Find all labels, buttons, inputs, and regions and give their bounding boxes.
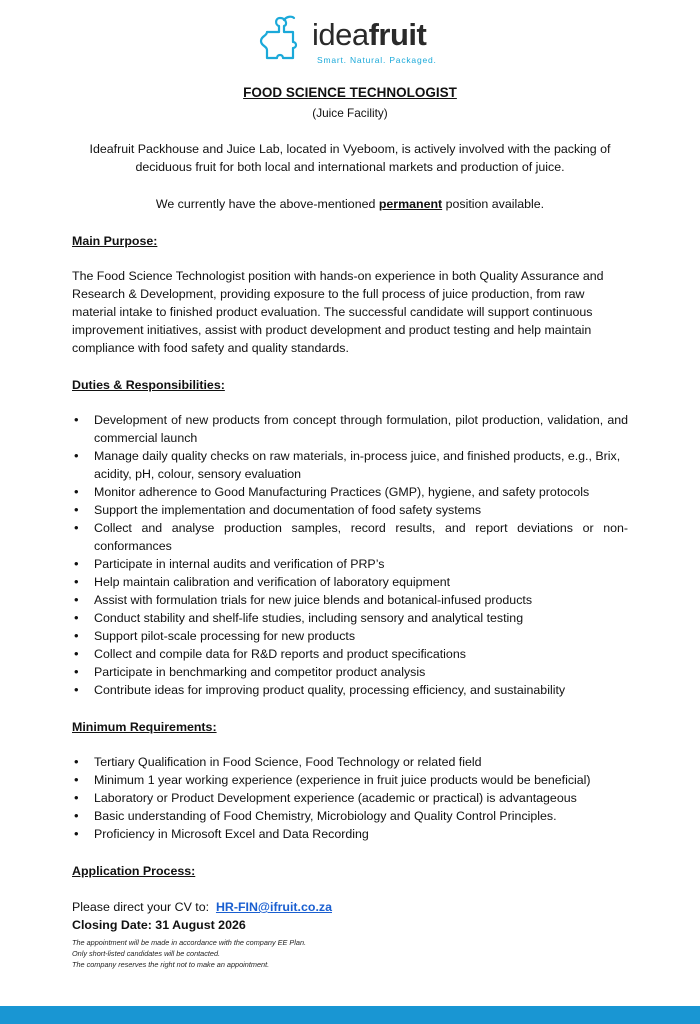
intro-paragraph: Ideafruit Packhouse and Juice Lab, located in Vyeboom, is actively involved with the packing of deciduous fruit for both local and international markets and production of juice. [89,142,611,174]
main-purpose-text: The Food Science Technologist position with hands-on experience in both Quality Assurance and Research & Development, providing exposure to the full process of juice production, from raw material intake to finished product evaluation. The successful candidate will support continuous improvement initiatives, assist with product development and product testing and help maintain compliance with food safety and quality standards. [72,269,604,355]
hr-email-link[interactable]: HR-FIN@ifruit.co.za [215,900,332,914]
footnotes [72,937,306,970]
requirement-item: • Laboratory or Product Development experience (academic or practical) is advantageous [72,789,628,807]
duty-item: • Participate in benchmarking and competitor product analysis [72,663,628,681]
requirement-item: • Minimum 1 year working experience (experience in fruit juice products would be beneficial) [72,771,628,789]
requirement-item: • Proficiency in Microsoft Excel and Data Recording [72,825,628,843]
duty-item: • Assist with formulation trials for new juice blends and botanical-infused products [72,591,628,609]
requirement-item: • Basic understanding of Food Chemistry, Microbiology and Quality Control Principles. [72,807,628,825]
duty-item: • Collect and analyse production samples, record results, and report deviations or non-conformances [72,519,628,555]
main-purpose-heading: Main Purpose: [72,234,158,248]
puzzle-fruit-icon [258,14,302,68]
ideafruit-logo [258,14,458,74]
footnote-line: The appointment will be made in accordance with the company EE Plan. [72,938,307,947]
duty-item: • Monitor adherence to Good Manufacturing Practices (GMP), hygiene, and safety protocols [72,483,628,501]
footnote-line: The company reserves the right not to make an appointment. [72,960,270,969]
requirement-item: • Tertiary Qualification in Food Science, Food Technology or related field [72,753,628,771]
employment-type: permanent [378,197,443,211]
duty-item: • Development of new products from concept through formulation, pilot production, validation, and commercial launch [72,411,628,447]
requirements-heading: Minimum Requirements: [72,720,217,734]
logo-wordmark: ideafruit [312,17,427,52]
logo-tagline: Smart. Natural. Packaged. [317,55,437,65]
duties-heading: Duties & Responsibilities: [72,378,225,392]
duty-item: • Collect and compile data for R&D reports and product specifications [72,645,628,663]
duty-item: • Contribute ideas for improving product quality, processing efficiency, and sustainability [72,681,628,699]
duty-item: • Help maintain calibration and verification of laboratory equipment [72,573,628,591]
application-heading: Application Process: [72,864,196,878]
cv-instruction: Please direct your CV to: HR-FIN@ifruit.co.za [72,900,332,914]
duty-item: • Manage daily quality checks on raw materials, in-process juice, and finished products, e.g., Brix, acidity, pH, colour, sensory evaluation [72,447,628,483]
job-subtitle: (Juice Facility) [312,106,388,120]
requirements-list [72,753,628,843]
duty-item: • Support pilot-scale processing for new products [72,627,628,645]
closing-date: Closing Date: 31 August 2026 [72,918,246,932]
availability-statement: We currently have the above-mentioned permanent position available. [155,197,545,211]
footnote-line: Only short-listed candidates will be contacted. [72,949,221,958]
job-advert [0,84,700,934]
duty-item: • Participate in internal audits and verification of PRP’s [72,555,628,573]
duty-item: • Support the implementation and documentation of food safety systems [72,501,628,519]
duty-item: • Conduct stability and shelf-life studies, including sensory and analytical testing [72,609,628,627]
duties-list [72,411,628,699]
footer-bar [0,1006,700,1024]
job-title: FOOD SCIENCE TECHNOLOGIST [243,85,457,100]
